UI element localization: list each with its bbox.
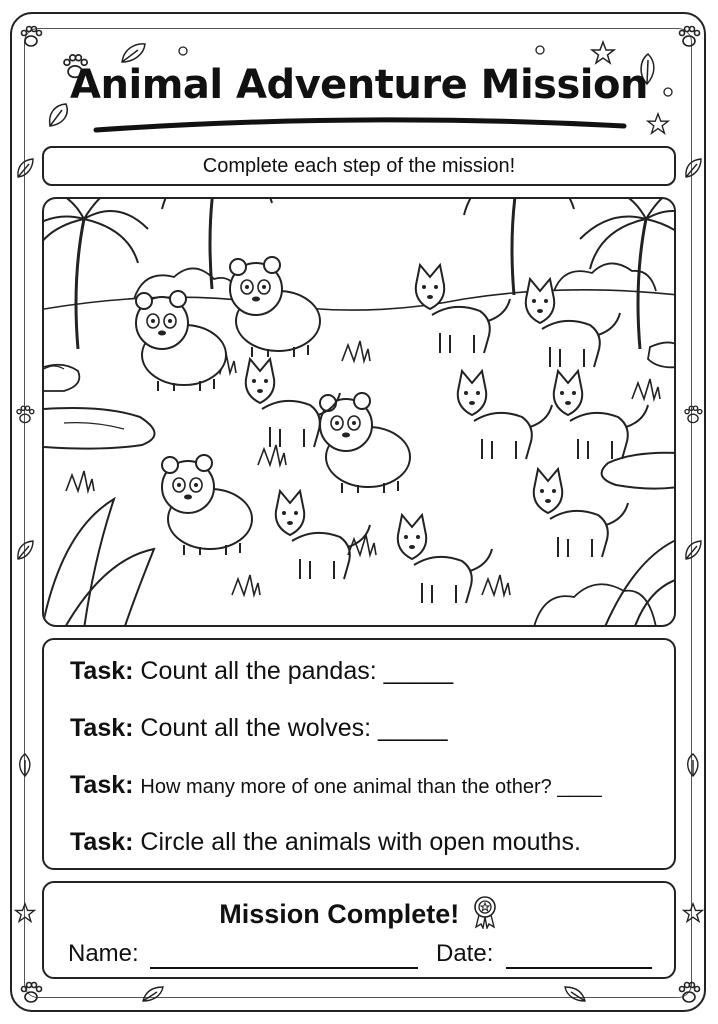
wolf-icon	[398, 515, 492, 603]
panda-icon	[320, 393, 410, 493]
task-item	[70, 828, 581, 857]
ribbon-icon	[471, 895, 499, 929]
leaf-icon	[14, 752, 36, 778]
circle-ornament	[534, 44, 546, 56]
palm-tree-icon	[44, 199, 148, 349]
wolf-icon	[554, 371, 648, 459]
task-item	[70, 657, 453, 686]
task-item	[70, 771, 602, 800]
date-field[interactable]	[506, 967, 652, 969]
leaf-icon	[682, 156, 704, 180]
task-label: Task:	[70, 828, 134, 856]
panda-icon	[230, 257, 320, 357]
palm-tree-icon	[454, 199, 584, 295]
leaf-icon	[140, 984, 166, 1004]
task-label: Task:	[70, 657, 134, 685]
animal-scene-illustration	[42, 197, 676, 627]
leaf-icon	[14, 538, 36, 562]
task-text[interactable]: How many more of one animal than the other? ____	[140, 776, 602, 798]
palm-tree-icon	[580, 199, 676, 349]
mission-complete-heading	[44, 895, 674, 930]
circle-ornament	[177, 45, 189, 57]
mission-complete-text: Mission Complete!	[219, 899, 460, 929]
leaf-icon	[562, 984, 588, 1004]
pond-icon	[44, 408, 155, 449]
title-underline	[92, 108, 628, 138]
panda-icon	[162, 455, 252, 555]
wolf-icon	[534, 469, 628, 557]
wolf-icon	[276, 491, 370, 579]
star-icon	[14, 902, 36, 924]
task-label: Task:	[70, 771, 134, 799]
leaf-icon	[14, 156, 36, 180]
paw-icon	[676, 980, 702, 1006]
task-item	[70, 714, 448, 743]
task-list	[42, 638, 676, 870]
instructions-banner	[42, 146, 676, 186]
name-label: Name:	[68, 940, 139, 967]
task-label: Task:	[70, 714, 134, 742]
instructions-text: Complete each step of the mission!	[202, 154, 516, 177]
star-icon	[646, 112, 670, 136]
leaf-icon	[682, 538, 704, 562]
task-text: Circle all the animals with open mouths.	[140, 828, 581, 856]
task-text[interactable]: Count all the pandas: _____	[140, 657, 454, 685]
wolf-icon	[416, 265, 510, 353]
paw-icon	[682, 404, 704, 426]
wolf-icon	[526, 279, 620, 367]
scene-drawing	[44, 199, 676, 627]
paw-icon	[14, 404, 36, 426]
paw-icon	[676, 24, 702, 50]
date-label: Date:	[436, 940, 494, 967]
wolf-icon	[458, 371, 552, 459]
name-field[interactable]	[150, 967, 418, 969]
paw-icon	[18, 24, 44, 50]
leaf-icon	[682, 752, 704, 778]
task-text[interactable]: Count all the wolves: _____	[140, 714, 448, 742]
paw-icon	[18, 980, 44, 1006]
mission-complete-box	[42, 881, 676, 979]
panda-icon	[136, 291, 226, 391]
star-icon	[682, 902, 704, 924]
worksheet-title: Animal Adventure Mission	[70, 62, 648, 108]
